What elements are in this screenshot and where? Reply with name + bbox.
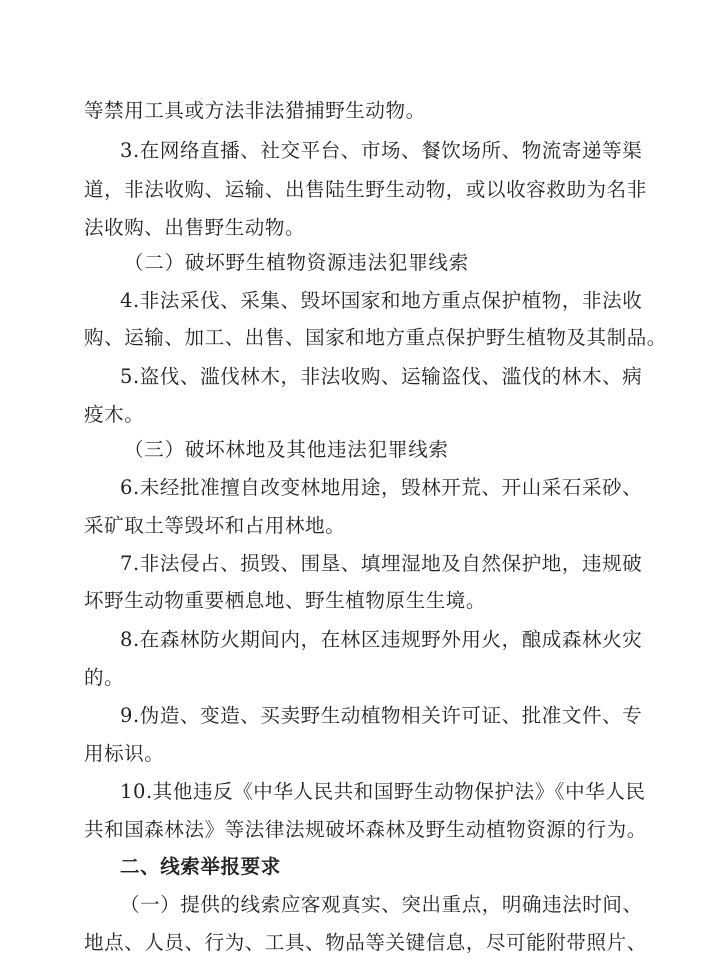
paragraph-line: 共和国森林法》等法律法规破坏森林及野生动植物资源的行为。 (84, 818, 647, 841)
list-item-3-line: 3.在网络直播、社交平台、市场、餐饮场所、物流寄递等渠 (120, 139, 643, 162)
paragraph-line: 坏野生动物重要栖息地、野生植物原生生境。 (84, 589, 487, 612)
requirement-1-line: （一）提供的线索应客观真实、突出重点，明确违法时间、 (120, 893, 643, 916)
subsection-heading-2: （二）破坏野生植物资源违法犯罪线索 (124, 251, 470, 274)
list-item-4-line: 4.非法采伐、采集、毁坏国家和地方重点保护植物，非法收 (120, 289, 643, 312)
list-item-7-line: 7.非法侵占、损毁、围垦、填埋湿地及自然保护地，违规破 (120, 552, 643, 575)
list-item-6-line: 6.未经批准擅自改变林地用途，毁林开荒、开山采石采砂、 (120, 476, 643, 499)
list-item-8-line: 8.在森林防火期间内，在林区违规野外用火，酿成森林火灾 (120, 628, 643, 651)
paragraph-line: 的。 (84, 666, 125, 689)
subsection-heading-3: （三）破坏林地及其他违法犯罪线索 (124, 438, 449, 461)
paragraph-line: 地点、人员、行为、工具、物品等关键信息，尽可能附带照片、 (84, 931, 647, 954)
paragraph-line: 购、运输、加工、出售、国家和地方重点保护野生植物及其制品。 (84, 326, 667, 349)
section-heading-2: 二、线索举报要求 (120, 855, 281, 878)
paragraph-line: 疫木。 (84, 403, 145, 426)
list-item-9-line: 9.伪造、变造、买卖野生动植物相关许可证、批准文件、专 (120, 704, 643, 727)
paragraph-line: 采矿取土等毁坏和占用林地。 (84, 514, 346, 537)
paragraph-line: 等禁用工具或方法非法猎捕野生动物。 (84, 99, 426, 122)
list-item-10-line: 10.其他违反《中华人民共和国野生动物保护法》《中华人民 (120, 780, 646, 803)
paragraph-line: 道，非法收购、运输、出售陆生野生动物，或以收容救助为名非 (84, 178, 647, 201)
list-item-5-line: 5.盗伐、滥伐林木，非法收购、运输盗伐、滥伐的林木、病 (120, 365, 643, 388)
paragraph-line: 法收购、出售野生动物。 (84, 216, 306, 239)
paragraph-line: 用标识。 (84, 742, 165, 765)
